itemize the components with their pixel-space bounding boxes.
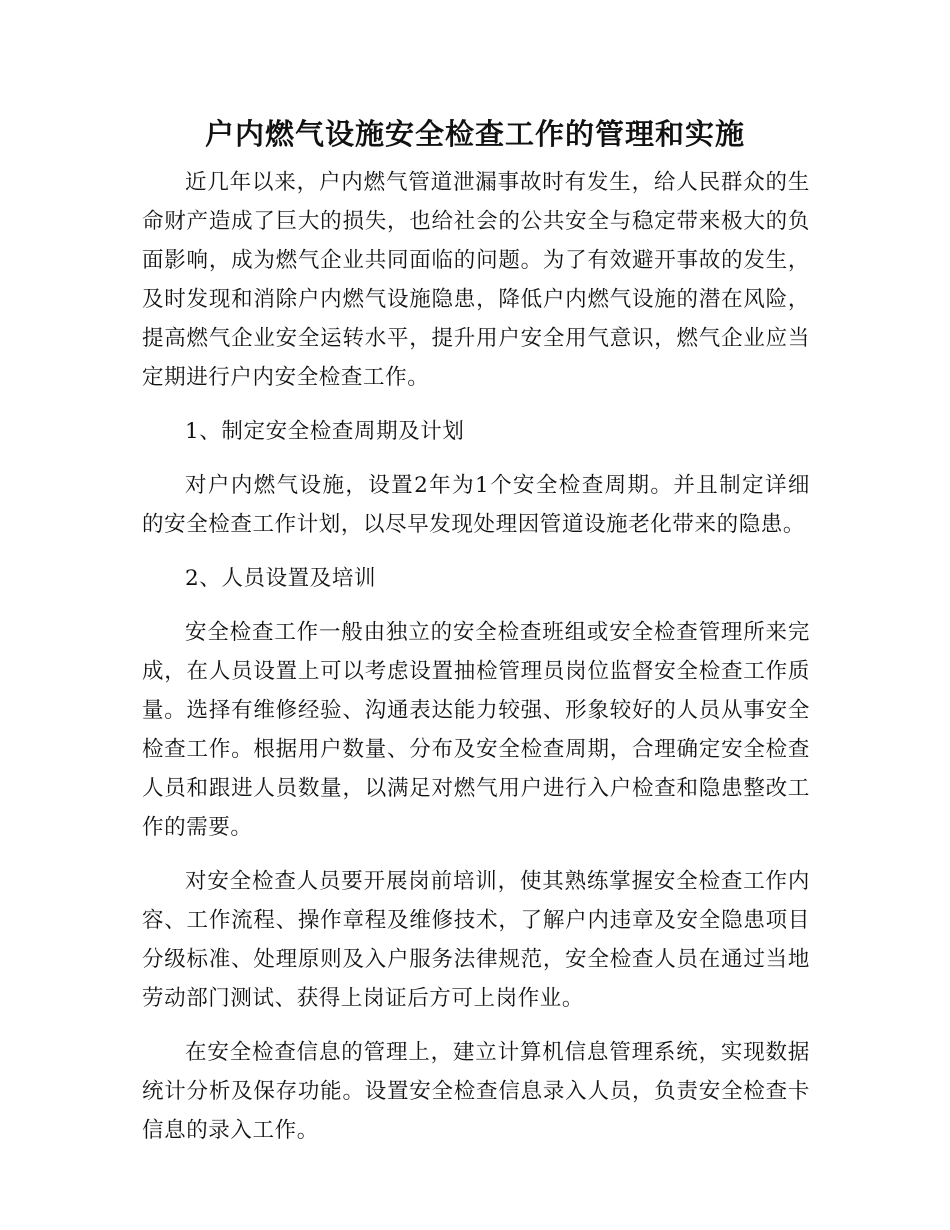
section-heading-staffing: 2、人员设置及培训 [185,566,377,591]
section-heading-schedule: 1、制定安全检查周期及计划 [185,419,465,444]
schedule-paragraph: 对户内燃气设施，设置2年为1个安全检查周期。并且制定详细的安全检查工作计划，以尽早发现处理因管道设施老化带来的隐患。 [142,473,810,537]
training-paragraph: 对安全检查人员要开展岗前培训，使其熟练掌握安全检查工作内容、工作流程、操作章程及维修技术，了解户内违章及安全隐患项目分级标准、处理原则及入户服务法律规范，安全检查人员在通过当地劳动部门测试、获得上岗证后方可上岗作业。 [142,869,810,1011]
document-title: 户内燃气设施安全检查工作的管理和实施 [204,117,745,151]
document-body [142,163,810,1150]
staffing-paragraph: 安全检查工作一般由独立的安全检查班组或安全检查管理所来完成，在人员设置上可以考虑设置抽检管理员岗位监督安全检查工作质量。选择有维修经验、沟通表达能力较强、形象较好的人员从事安全检查工作。根据用户数量、分布及安全检查周期，合理确定安全检查人员和跟进人员数量，以满足对燃气用户进行入户检查和隐患整改工作的需要。 [142,620,810,840]
information-management-paragraph: 在安全检查信息的管理上，建立计算机信息管理系统，实现数据统计分析及保存功能。设置安全检查信息录入人员，负责安全检查卡信息的录入工作。 [142,1040,810,1143]
intro-paragraph: 近几年以来，户内燃气管道泄漏事故时有发生，给人民群众的生命财产造成了巨大的损失，也给社会的公共安全与稳定带来极大的负面影响，成为燃气企业共同面临的问题。为了有效避开事故的发生，及时发现和消除户内燃气设施隐患，降低户内燃气设施的潜在风险，提高燃气企业安全运转水平，提升用户安全用气意识，燃气企业应当定期进行户内安全检查工作。 [142,170,810,390]
